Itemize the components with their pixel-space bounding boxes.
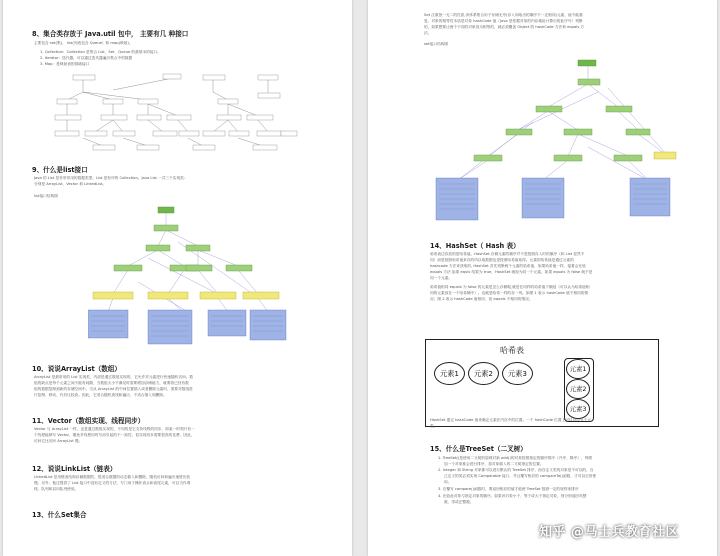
text-9-line1: Java 的 List 是非常常用的数据类型。List 是有序的 Collection。Java List 一共三个实现类： bbox=[34, 176, 188, 180]
text-10-line1: ArrayList 是最常用的 List 实现类，内部是通过数组实现的，它允许对元素进行快速随机访问。数 bbox=[34, 375, 194, 379]
text-14-line7: 同的元素放在一个哈希桶中）。也就是哈希一样的存一列。如图 1 表示 hashCode 值不相同的情 bbox=[430, 291, 589, 295]
list-item-8-1: 1. Collection：Collection 是集合 List、Set、Queue 的最基本的接口。 bbox=[40, 50, 161, 54]
list-item-15-2: 2. Integer 和 String 对象都可以进行默认的 TreeSet 排序，而自定义类的对象是不可以的，自 bbox=[438, 468, 594, 472]
list-item-15-1b: 加一个对象都会进行排序，将对象插入的二叉树指定的位置。 bbox=[444, 462, 544, 466]
text-14-line6: 哈希值相同 equals 为 false 的元素是怎么存储呢,就是在同样的哈希值下顺延（可以认为哈希值相 bbox=[430, 285, 590, 289]
text-11-line1: Vector 与 ArrayList 一样，也是通过数组实现的，不同的是它支持线程的同步，即某一时刻只有一 bbox=[34, 427, 195, 431]
text-10-line3: 组的数据复制到新的存储空间中。当从 ArrayList 的中间位置插入或者删除元素时，需要对数组进 bbox=[34, 387, 193, 391]
text-8-intro: 主要包含 set(集)、 list(列表包含 Queue）和 map(映射)。 bbox=[34, 41, 133, 45]
hash-element-2: 元素2 bbox=[468, 362, 499, 385]
text-10-line2: 组的缺点是每个元素之间不能有间隔，当数组大小不满足时需要增加存储能力，就要将已经有数 bbox=[34, 381, 189, 385]
text-set-line1: Set 注重独一无二的性质,该体系集合用于存储无序(存入和取出的顺序不一定相同)元素，值不能重 bbox=[424, 13, 583, 17]
heading-11: 11、Vector（数组实现、线程同步） bbox=[32, 417, 145, 425]
heading-10: 10、说说ArrayList（数组） bbox=[32, 365, 122, 373]
heading-13: 13、什么Set集合 bbox=[32, 511, 87, 519]
text-14-line1: 哈希表边存放的是哈希值。HashSet 存储元素的顺序并不是按照存入时的顺序（和 List 显然不 bbox=[430, 252, 585, 256]
text-10-line4: 行复制、移动，代价比较高。因此，它适合随机查找和遍历，不适合插入和删除。 bbox=[34, 393, 167, 397]
list-item-15-4b: 数、零或正整数。 bbox=[444, 500, 474, 504]
list-item-15-2c: 用。 bbox=[444, 480, 452, 484]
watermark: 知乎 @马士兵教育社区 bbox=[539, 525, 680, 540]
heading-14: 14、HashSet（ Hash 表） bbox=[430, 242, 520, 250]
text-11-line2: 个线程能够写 Vector，避免多线程同时写而引起的不一致性，但实现同步需要很高的花费，因此， bbox=[34, 433, 195, 437]
bucket-element-1: 元素1 bbox=[566, 359, 590, 379]
bucket-element-2: 元素2 bbox=[566, 379, 590, 399]
text-14-line2: 同）而是按照哈希值来存的所以取数据也是按照哈希值取得。元素的哈希值是通过元素的 bbox=[430, 258, 574, 262]
text-12-line1: LinkedList 是用链表结构存储数据的，很适合数据的动态插入和删除，随机访问和遍历速度比较 bbox=[34, 475, 191, 479]
list-item-15-1: 1. TreeSet()是使用二叉树的原理对新 add()的对象按照指定的顺序排序（升序、降序），每增 bbox=[438, 456, 592, 460]
text-9-line2: 分别是 ArrayList、Vector 和 LinkedList。 bbox=[34, 182, 107, 186]
collection-hierarchy-diagram bbox=[53, 70, 303, 156]
list-interface-diagram bbox=[88, 202, 288, 352]
right-page bbox=[368, 0, 717, 556]
text-14-line5: 同一个元素。 bbox=[430, 276, 453, 280]
hash-element-3: 元素3 bbox=[502, 362, 533, 385]
heading-15: 15、什么是TreeSet（二叉树） bbox=[430, 445, 527, 453]
heading-8: 8、集合类存放于 Java.util 包中， 主要有几 种接口 bbox=[32, 30, 189, 38]
heading-12: 12、说说LinkList（链表） bbox=[32, 465, 117, 473]
list-item-8-3: 3. Map：是映射表的基础接口 bbox=[40, 62, 90, 66]
text-12-line2: 慢。另外，他还提供了 List 接口中没有定义的方法，专门用于操作表头和表尾元素，可以当作堆 bbox=[34, 481, 191, 485]
text-12-line3: 栈、队列和双向队列使用。 bbox=[34, 487, 79, 491]
list-item-15-4: 4. 比较此对象与指定对象的顺序。如果该对象小于、等于或大于指定对象，则分别返回负整 bbox=[438, 494, 587, 498]
list-item-8-2: 2. Iterator：迭代器，可以通过迭代器遍历集合中的数据 bbox=[40, 56, 133, 60]
hash-caption-2: 素。 bbox=[430, 424, 438, 428]
caption-list-diagram: list接口结构图 bbox=[34, 194, 58, 198]
text-set-line4: 法。 bbox=[424, 31, 432, 35]
hash-caption: HashSet 通过 hashCode 值来确定元素在内存中的位置。一个 hashCode 位置上可以存放多个元 bbox=[430, 418, 592, 422]
bucket-element-3: 元素3 bbox=[566, 399, 590, 419]
text-14-line8: 况；图 2 表示 hashCode 值相同，但 equals 不相同的情况。 bbox=[430, 297, 533, 301]
hash-table-title: 哈希表 bbox=[500, 346, 524, 355]
hash-element-1: 元素1 bbox=[434, 362, 465, 385]
text-11-line3: 访问它比访问 ArrayList 慢。 bbox=[34, 439, 83, 443]
left-page bbox=[3, 0, 352, 556]
text-set-line2: 复。对象的相等性本质是对象 hashCode 值（java 是依据对象的内存地址计算出的此序号）判断 bbox=[424, 19, 583, 23]
heading-9: 9、什么是list接口 bbox=[32, 166, 88, 174]
list-item-15-2b: 己定义的类必须实现 Comparable 接口，并且覆写相应的 compareTo()函数，才可以正常使 bbox=[444, 474, 597, 478]
text-set-line3: 的，如果想要让两个不同的对象视为相等的，就必须覆盖 Object 的 hashCode 方法和 equals 方 bbox=[424, 25, 585, 29]
text-14-line3: hashcode 方法来获取的, HashSet 首先判断两个元素的哈希值，如果哈希值一样，接着会比较 bbox=[430, 264, 586, 268]
list-item-15-3: 3. 在覆写 compare()函数时，要返回相应的值才能使 TreeSet 按照一定的规则来排序 bbox=[438, 487, 579, 491]
hash-table-figure bbox=[425, 339, 659, 427]
caption-set-diagram: set接口结构图 bbox=[424, 42, 449, 46]
set-interface-diagram bbox=[418, 52, 678, 224]
text-14-line4: equals 方法 如果 equls 结果为 true，HashSet 就视为同一个元素。如果 equals 为 false 就不是 bbox=[430, 270, 593, 274]
